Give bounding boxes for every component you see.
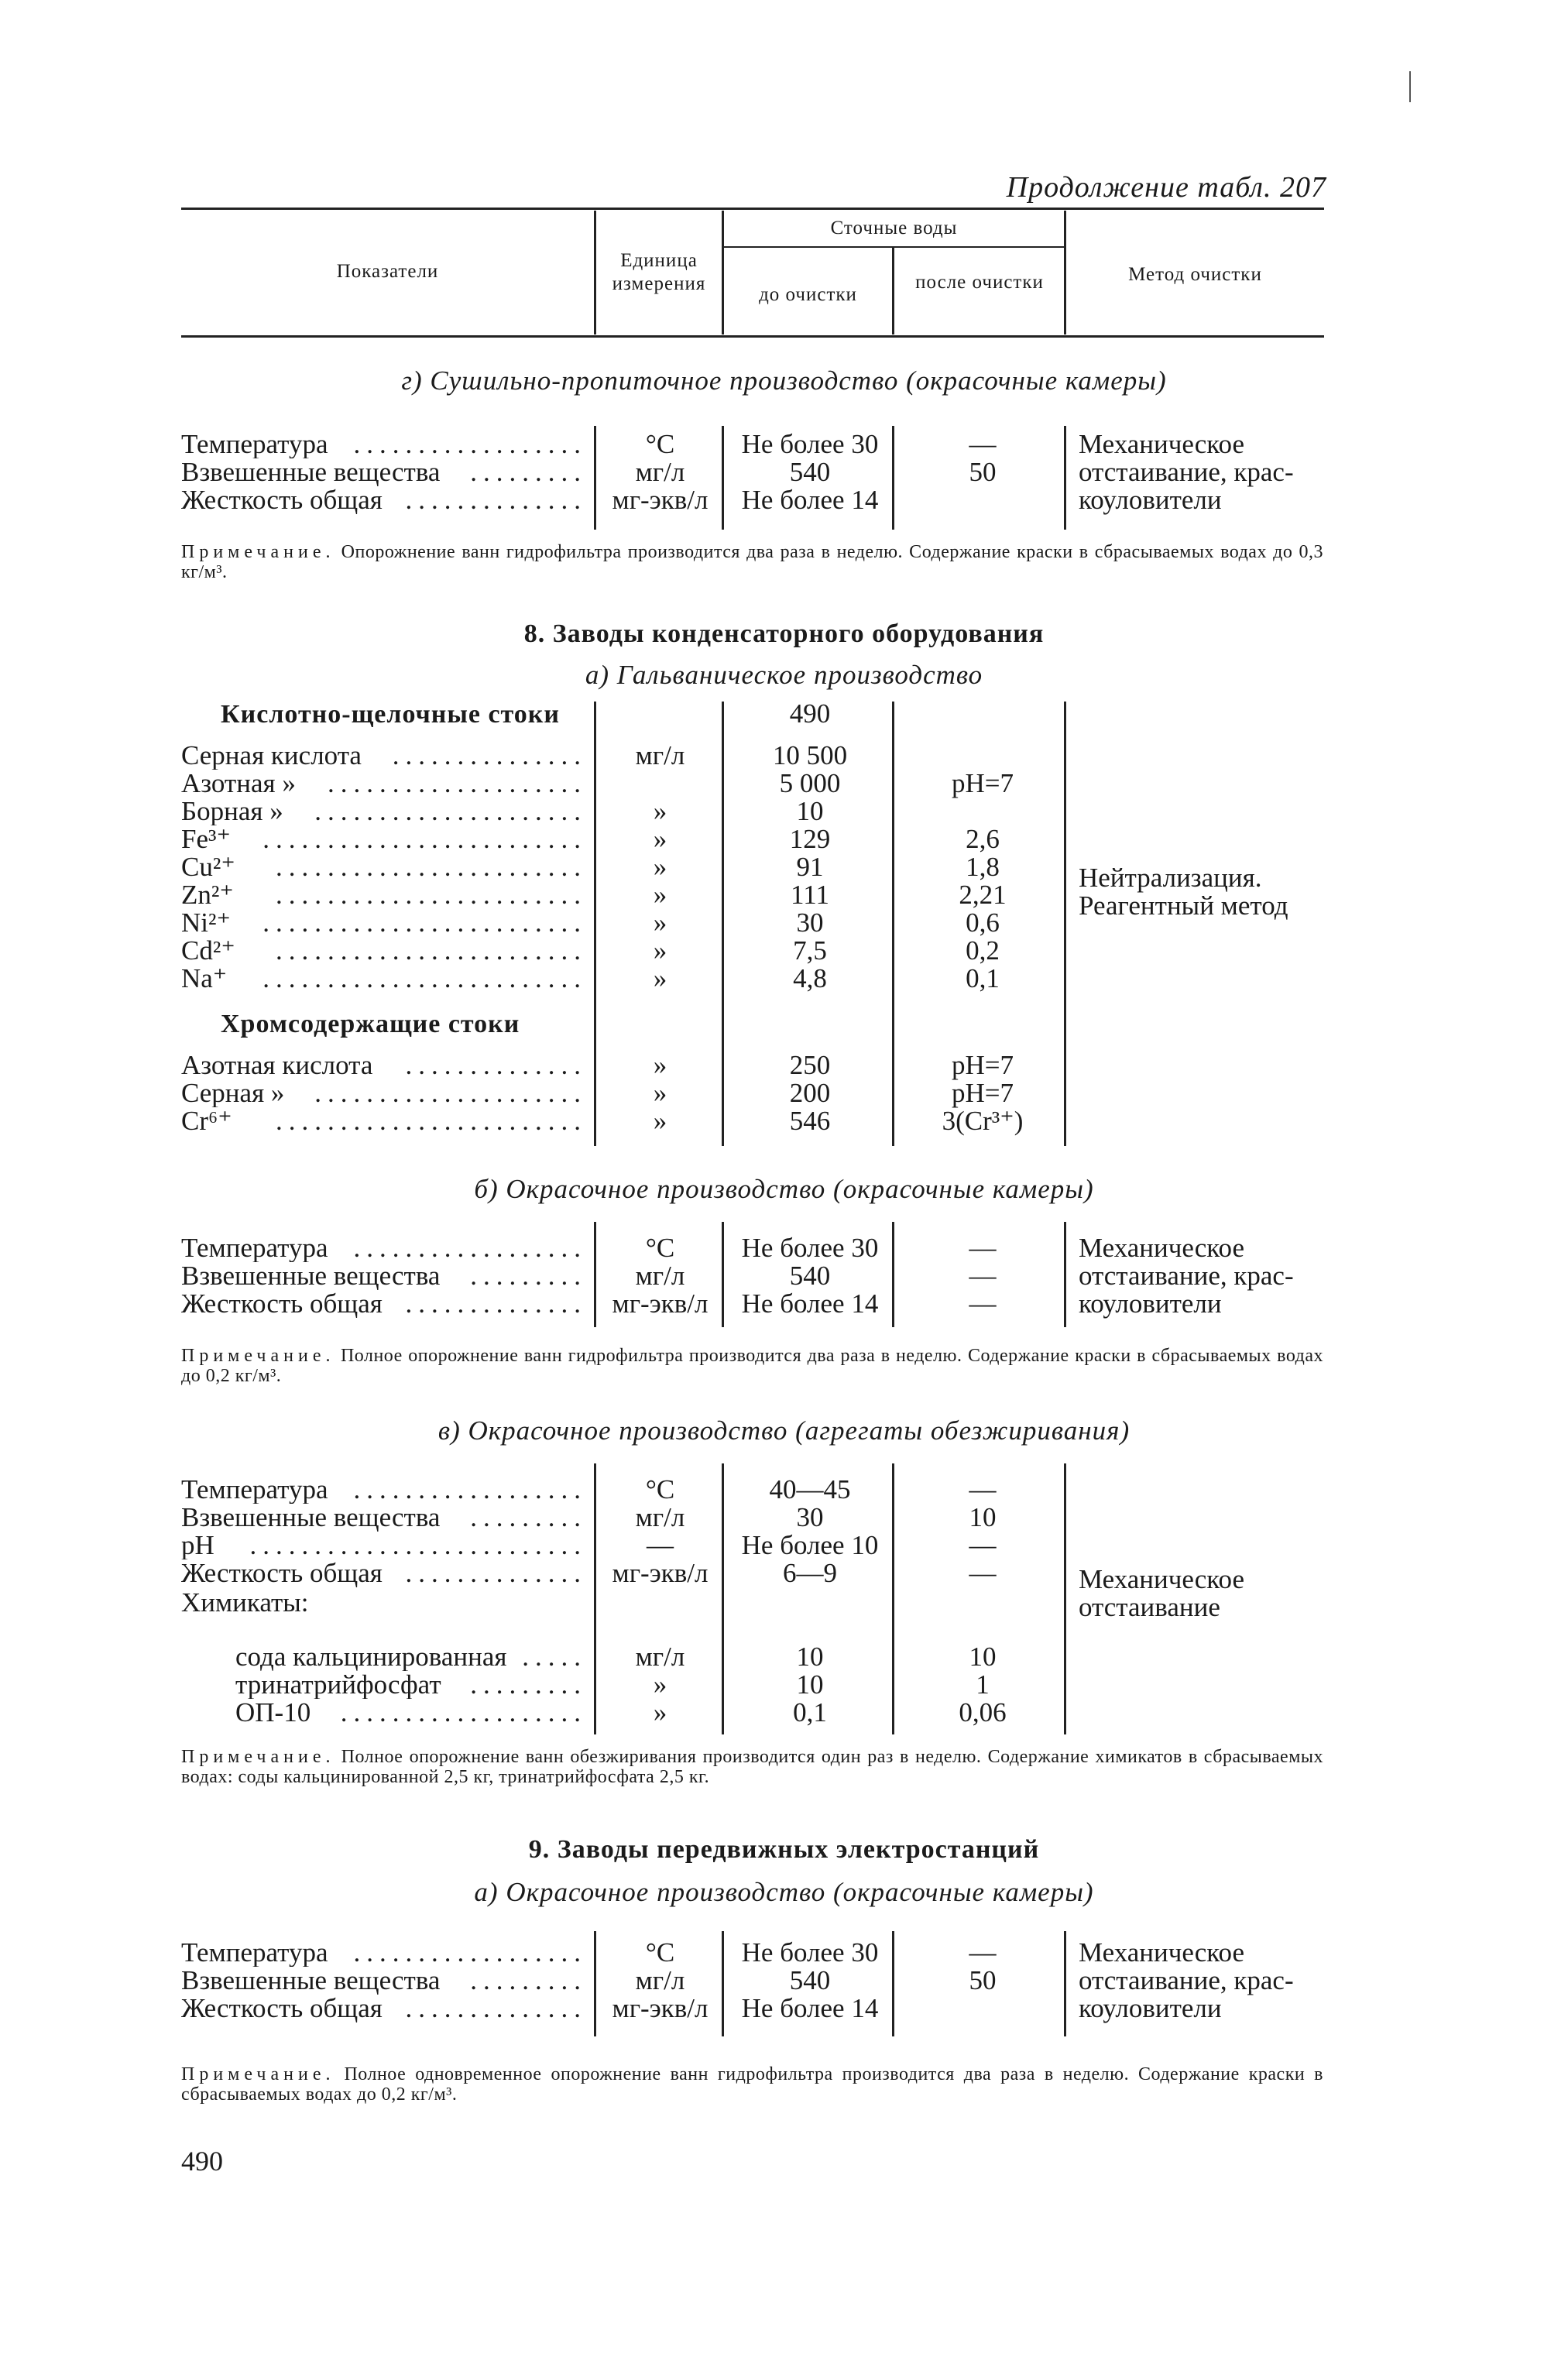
method-line: отстаивание bbox=[1079, 1592, 1220, 1622]
unit-value: мг/л bbox=[635, 457, 685, 487]
section-title: в) Окрасочное производство (агрегаты обезжиривания) bbox=[437, 1415, 1131, 1446]
dot-leader: ......... bbox=[470, 1504, 587, 1532]
method-cell bbox=[1079, 1566, 1244, 1621]
indicator-name: Fe³⁺ bbox=[181, 825, 231, 853]
indicator-name: Жесткость общая bbox=[181, 1290, 383, 1318]
dot-leader: .......................... bbox=[249, 1532, 587, 1559]
table-row bbox=[0, 1532, 1568, 1559]
indicator-name: Na⁺ bbox=[181, 965, 228, 993]
header-top-rule bbox=[181, 208, 1324, 210]
unit-value: » bbox=[653, 796, 667, 826]
header-wastewater: Сточные воды bbox=[830, 218, 958, 238]
indicator-name: Температура bbox=[181, 1234, 328, 1262]
indicator-name: тринатрийфосфат bbox=[235, 1671, 441, 1699]
unit-value: » bbox=[653, 1669, 667, 1700]
after-value: 0,6 bbox=[966, 907, 1000, 938]
dot-leader: ..... bbox=[522, 1643, 587, 1671]
unit-value: °С bbox=[645, 429, 675, 459]
table-row bbox=[0, 1262, 1568, 1290]
table-row bbox=[0, 1107, 1568, 1135]
note-text: Полное одновременное опорожнение ванн гидрофильтра производится два раза в неделю. Содержание краски в сбрасываемых водах до 0,2 кг/м³. bbox=[181, 2064, 1324, 2105]
indicator-name: Температура bbox=[181, 1939, 328, 1967]
dot-leader: .................. bbox=[353, 1939, 587, 1967]
note-label: Примечание. bbox=[181, 2064, 335, 2084]
indicator-name: Серная кислота bbox=[181, 742, 362, 770]
method-line: Нейтрализация. bbox=[1079, 863, 1262, 893]
indicator-name: рН bbox=[181, 1532, 214, 1559]
dot-leader: .............. bbox=[405, 1559, 587, 1587]
indicator-name: Жесткость общая bbox=[181, 1559, 383, 1587]
after-value: — bbox=[969, 1474, 997, 1504]
after-value: 1,8 bbox=[966, 852, 1000, 882]
indicator-name: Серная » bbox=[181, 1079, 285, 1107]
table-row bbox=[0, 1967, 1568, 1995]
note-label: Примечание. bbox=[181, 1747, 335, 1767]
method-line: Механическое bbox=[1079, 1564, 1244, 1594]
indicator-name: Жесткость общая bbox=[181, 1995, 383, 2022]
method-cell bbox=[1079, 1939, 1294, 2022]
indicator-name: Температура bbox=[181, 431, 328, 458]
indicator-name: Zn²⁺ bbox=[181, 881, 234, 909]
before-value: Не более 14 bbox=[741, 485, 879, 515]
table-row bbox=[0, 1643, 1568, 1671]
before-value: 540 bbox=[789, 1965, 831, 1995]
after-value: рН=7 bbox=[951, 1050, 1014, 1080]
after-value: — bbox=[969, 429, 997, 459]
table-row bbox=[0, 825, 1568, 853]
before-value: 10 bbox=[796, 796, 824, 826]
dot-leader: ..................... bbox=[314, 1079, 587, 1107]
indicator-name: Борная » bbox=[181, 798, 283, 825]
table-continuation-caption: Продолжение табл. 207 bbox=[1006, 171, 1326, 204]
after-value: 0,2 bbox=[966, 935, 1000, 966]
note bbox=[181, 1346, 1323, 1386]
dot-leader: .................. bbox=[353, 1234, 587, 1262]
before-value: 6—9 bbox=[783, 1558, 837, 1588]
before-value: Не более 14 bbox=[741, 1288, 879, 1319]
table-row bbox=[0, 1671, 1568, 1699]
after-value: — bbox=[969, 1288, 997, 1319]
unit-value: » bbox=[653, 907, 667, 938]
unit-value: мг/л bbox=[635, 1642, 685, 1672]
indicator-name: Ni²⁺ bbox=[181, 909, 231, 937]
dot-leader: .................. bbox=[353, 1476, 587, 1504]
indicator-name: Взвешенные вещества bbox=[181, 1967, 441, 1995]
indicator-name: Взвешенные вещества bbox=[181, 458, 441, 486]
before-value: 4,8 bbox=[793, 963, 827, 993]
before-value: 200 bbox=[789, 1078, 831, 1108]
before-value: 30 bbox=[796, 1502, 824, 1532]
method-line: коуловители bbox=[1079, 485, 1222, 515]
unit-value: мг-экв/л bbox=[612, 1558, 709, 1588]
unit-value: — bbox=[647, 1530, 674, 1560]
table-row bbox=[0, 1079, 1568, 1107]
before-value: 7,5 bbox=[793, 935, 827, 966]
before-value: 540 bbox=[789, 457, 831, 487]
method-cell bbox=[1079, 1234, 1294, 1318]
table-row bbox=[0, 770, 1568, 798]
dot-leader: .................. bbox=[353, 431, 587, 458]
header-subrule bbox=[724, 246, 1064, 248]
note bbox=[181, 1747, 1323, 1787]
note-label: Примечание. bbox=[181, 1346, 335, 1366]
indicator-name: Взвешенные вещества bbox=[181, 1504, 441, 1532]
dot-leader: .............. bbox=[405, 1290, 587, 1318]
table-row bbox=[0, 1476, 1568, 1504]
unit-value: мг/л bbox=[635, 1502, 685, 1532]
table-row bbox=[0, 881, 1568, 909]
header-divider bbox=[892, 246, 894, 335]
indicator-name: Жесткость общая bbox=[181, 486, 383, 514]
unit-value: » bbox=[653, 1106, 667, 1136]
before-value: 250 bbox=[789, 1050, 831, 1080]
method-line: Механическое bbox=[1079, 1233, 1244, 1263]
after-value: 2,6 bbox=[966, 824, 1000, 854]
after-value: — bbox=[969, 1530, 997, 1560]
after-value: — bbox=[969, 1937, 997, 1968]
after-value: 0,06 bbox=[959, 1697, 1007, 1727]
section-title: а) Окрасочное производство (окрасочные камеры) bbox=[474, 1877, 1094, 1907]
note-label: Примечание. bbox=[181, 542, 335, 562]
before-value: Не более 30 bbox=[741, 1937, 879, 1968]
header-unit: Единица измерения bbox=[612, 250, 706, 294]
after-value: 10 bbox=[969, 1502, 997, 1532]
before-value: 30 bbox=[796, 907, 824, 938]
before-value: 129 bbox=[789, 824, 831, 854]
table-row bbox=[0, 1559, 1568, 1587]
group-heading: Хромсодержащие стоки bbox=[221, 1010, 520, 1038]
dot-leader: ......................... bbox=[262, 909, 587, 937]
unit-value: » bbox=[653, 852, 667, 882]
table-row bbox=[0, 909, 1568, 937]
table-row bbox=[0, 937, 1568, 965]
method-cell bbox=[1079, 431, 1294, 514]
unit-value: » bbox=[653, 1697, 667, 1727]
dot-leader: ..................... bbox=[314, 798, 587, 825]
table-row bbox=[0, 486, 1568, 514]
chem-label-row bbox=[0, 1589, 1568, 1617]
table-row bbox=[0, 1939, 1568, 1967]
method-line: коуловители bbox=[1079, 1993, 1222, 2023]
table-row bbox=[0, 1699, 1568, 1727]
method-line: Механическое bbox=[1079, 1937, 1244, 1968]
method-line: отстаивание, крас- bbox=[1079, 457, 1294, 487]
unit-value: » bbox=[653, 963, 667, 993]
section-heading: 8. Заводы конденсаторного оборудования bbox=[523, 619, 1045, 648]
dot-leader: ......... bbox=[470, 1262, 587, 1290]
after-value: 10 bbox=[969, 1642, 997, 1672]
unit-value: °С bbox=[645, 1474, 675, 1504]
before-value: 546 bbox=[789, 1106, 831, 1136]
header-before: до очистки bbox=[759, 284, 857, 305]
note bbox=[181, 542, 1323, 582]
table-row bbox=[0, 965, 1568, 993]
after-value: 0,1 bbox=[966, 963, 1000, 993]
dot-leader: .............. bbox=[405, 486, 587, 514]
after-value: 1 bbox=[976, 1669, 990, 1700]
unit-value: °С bbox=[645, 1233, 675, 1263]
unit-value: мг-экв/л bbox=[612, 1288, 709, 1319]
note bbox=[181, 2064, 1323, 2105]
dot-leader: ................... bbox=[340, 1699, 587, 1727]
before-value: 10 500 bbox=[772, 740, 848, 770]
dot-leader: ......................... bbox=[262, 965, 587, 993]
method-cell bbox=[1079, 864, 1288, 920]
after-value: 50 bbox=[969, 457, 997, 487]
page-number: 490 bbox=[181, 2146, 223, 2177]
dot-leader: ......... bbox=[470, 1671, 587, 1699]
before-value: Не более 14 bbox=[741, 1993, 879, 2023]
table-row bbox=[0, 1504, 1568, 1532]
indicator-name: Азотная » bbox=[181, 770, 296, 798]
before-value: Не более 10 bbox=[741, 1530, 879, 1560]
dot-leader: ......... bbox=[470, 1967, 587, 1995]
before-value: 5 000 bbox=[779, 768, 841, 798]
unit-value: мг-экв/л bbox=[612, 485, 709, 515]
unit-value: °С bbox=[645, 1937, 675, 1968]
dot-leader: ......... bbox=[470, 458, 587, 486]
after-value: 3(Cr³⁺) bbox=[942, 1106, 1024, 1136]
indicator-name: Азотная кислота bbox=[181, 1052, 373, 1079]
dot-leader: .............. bbox=[405, 1995, 587, 2022]
after-value: рН=7 bbox=[951, 1078, 1014, 1108]
before-value: 10 bbox=[796, 1642, 824, 1672]
before-value: 40—45 bbox=[769, 1474, 851, 1504]
table-row bbox=[0, 1995, 1568, 2022]
table-row bbox=[0, 431, 1568, 458]
unit-value: мг/л bbox=[635, 740, 685, 770]
before-value: 540 bbox=[789, 1261, 831, 1291]
before-value: 0,1 bbox=[793, 1697, 827, 1727]
scan-edge-mark bbox=[1409, 71, 1411, 102]
unit-value: » bbox=[653, 1078, 667, 1108]
header-indicators: Показатели bbox=[336, 261, 439, 282]
before-value: Не более 30 bbox=[741, 1233, 879, 1263]
dot-leader: ........................ bbox=[276, 881, 587, 909]
indicator-name: Cu²⁺ bbox=[181, 853, 235, 881]
dot-leader: .................... bbox=[328, 770, 587, 798]
before-value: 111 bbox=[791, 880, 829, 910]
unit-value: » bbox=[653, 1050, 667, 1080]
method-line: отстаивание, крас- bbox=[1079, 1965, 1294, 1995]
indicator-name: Cr⁶⁺ bbox=[181, 1107, 232, 1135]
section-title: а) Гальваническое производство bbox=[585, 660, 983, 690]
unit-value: » bbox=[653, 824, 667, 854]
indicator-name: Температура bbox=[181, 1476, 328, 1504]
indicator-name: Взвешенные вещества bbox=[181, 1262, 441, 1290]
table-row bbox=[0, 458, 1568, 486]
unit-value: » bbox=[653, 880, 667, 910]
dot-leader: ......................... bbox=[262, 825, 587, 853]
before-value: 91 bbox=[796, 852, 824, 882]
before-value: 10 bbox=[796, 1669, 824, 1700]
method-line: Механическое bbox=[1079, 429, 1244, 459]
chem-label: Химикаты: bbox=[181, 1589, 309, 1617]
note-text: Полное опорожнение ванн гидрофильтра производится два раза в неделю. Содержание краски в сбрасываемых водах до 0,2 кг/м³. bbox=[181, 1346, 1324, 1386]
table-row bbox=[0, 1052, 1568, 1079]
indicator-name: ОП-10 bbox=[235, 1699, 311, 1727]
header-method: Метод очистки bbox=[1128, 264, 1262, 285]
table-row bbox=[0, 853, 1568, 881]
method-line: Реагентный метод bbox=[1079, 890, 1288, 921]
dot-leader: ............... bbox=[392, 742, 587, 770]
unit-value: мг/л bbox=[635, 1261, 685, 1291]
after-value: — bbox=[969, 1558, 997, 1588]
unit-value: мг-экв/л bbox=[612, 1993, 709, 2023]
group-heading: Кислотно-щелочные стоки bbox=[221, 700, 560, 729]
dot-leader: ........................ bbox=[276, 937, 587, 965]
indicator-name: Cd²⁺ bbox=[181, 937, 235, 965]
unit-value: » bbox=[653, 935, 667, 966]
section-title: б) Окрасочное производство (окрасочные камеры) bbox=[474, 1174, 1094, 1204]
unit-value: мг/л bbox=[635, 1965, 685, 1995]
method-line: коуловители bbox=[1079, 1288, 1222, 1319]
header-bottom-rule bbox=[181, 335, 1324, 338]
table-row bbox=[0, 1234, 1568, 1262]
dot-leader: ........................ bbox=[276, 853, 587, 881]
group-value-row bbox=[0, 700, 1568, 728]
after-value: — bbox=[969, 1233, 997, 1263]
before-value: 490 bbox=[789, 698, 831, 729]
table-row bbox=[0, 1290, 1568, 1318]
before-value: Не более 30 bbox=[741, 429, 879, 459]
after-value: 2,21 bbox=[959, 880, 1007, 910]
header-after: после очистки bbox=[915, 272, 1044, 293]
after-value: — bbox=[969, 1261, 997, 1291]
dot-leader: ........................ bbox=[276, 1107, 587, 1135]
section-heading: 9. Заводы передвижных электростанций bbox=[528, 1835, 1040, 1864]
note-text: Опорожнение ванн гидрофильтра производится два раза в неделю. Содержание краски в сбрасываемых водах до 0,3 кг/м³. bbox=[181, 542, 1324, 582]
method-line: отстаивание, крас- bbox=[1079, 1261, 1294, 1291]
dot-leader: .............. bbox=[405, 1052, 587, 1079]
after-value: рН=7 bbox=[951, 768, 1014, 798]
table-row bbox=[0, 742, 1568, 770]
section-title: г) Сушильно-пропиточное производство (окрасочные камеры) bbox=[401, 365, 1167, 396]
indicator-name: сода кальцинированная bbox=[235, 1643, 507, 1671]
table-row bbox=[0, 798, 1568, 825]
after-value: 50 bbox=[969, 1965, 997, 1995]
note-text: Полное опорожнение ванн обезжиривания производится один раз в неделю. Содержание химикатов в сбрасываемых водах: соды кальцинированной 2,5 кг, тринатрийфосфата 2,5 кг. bbox=[181, 1747, 1324, 1787]
